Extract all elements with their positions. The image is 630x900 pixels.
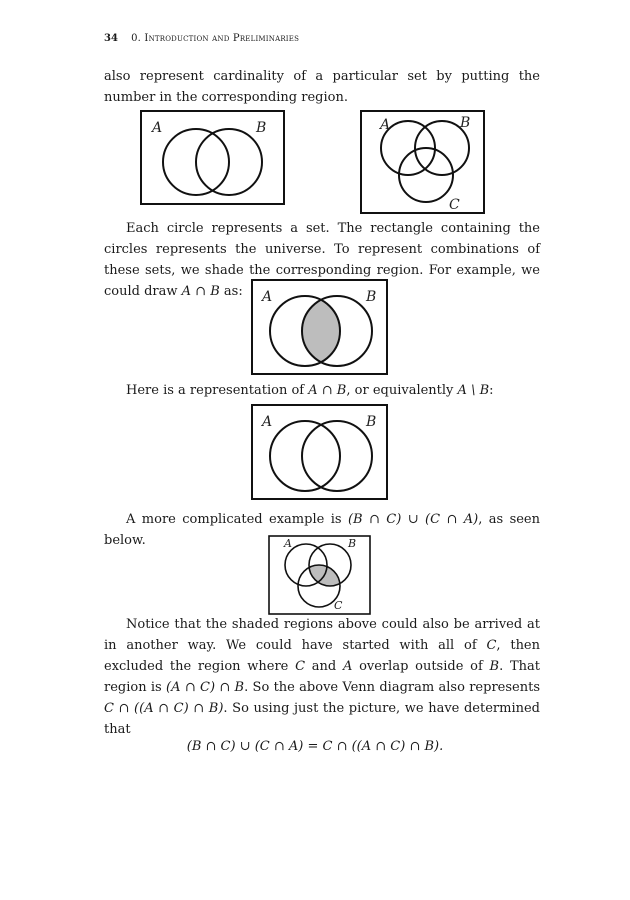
- label-b: B: [366, 289, 377, 305]
- label-b: B: [460, 115, 471, 131]
- paragraph-2: Each circle represents a set. The rectangle containing the circles represents the universe. To represent combinations of these sets, we shade the corresponding region. For example, we could draw A ∩ B as:: [104, 221, 540, 299]
- page-number: 34: [104, 33, 118, 44]
- venn-a-intersect-b: [251, 279, 388, 375]
- math-represents-expr: C ∩ ((A ∩ C) ∩ B): [104, 701, 224, 716]
- paragraph-3: Here is a representation of A ∩ B, or equivalently A \ B:: [126, 383, 494, 398]
- math-a-intersect-not-b: A ∩ B: [308, 383, 347, 398]
- label-b: B: [348, 537, 357, 550]
- label-a: A: [284, 537, 292, 550]
- math-a-intersect-b: A ∩ B: [181, 284, 220, 299]
- math-region-expr: (A ∩ C) ∩ B: [166, 680, 245, 695]
- section-title: 0. Introduction and Preliminaries: [131, 33, 300, 44]
- label-c: C: [334, 599, 343, 612]
- paragraph-5: Notice that the shaded regions above could also be arrived at in another way. We could have started with all of C, then excluded the region where C and A overlap outside of B. That region is (A ∩ C) ∩ B. So the above Venn diagram also represents C ∩ ((A ∩ C) ∩ B). So using just the picture, we have determined that: [104, 617, 541, 737]
- label-a: A: [380, 117, 391, 133]
- running-header: [104, 33, 299, 44]
- label-a: A: [262, 414, 273, 430]
- paragraph-4: A more complicated example is (B ∩ C) ∪ (C ∩ A), as seen below.: [104, 512, 541, 548]
- paragraph-1: also represent cardinality of a particular set by putting the number in the corresponding region.: [104, 69, 540, 105]
- math-a-minus-b: A \ B: [457, 383, 490, 398]
- label-b: B: [366, 414, 377, 430]
- display-equation: (B ∩ C) ∪ (C ∩ A) = C ∩ ((A ∩ C) ∩ B).: [186, 739, 444, 754]
- venn-three-sets: [360, 110, 485, 214]
- label-a: A: [262, 289, 273, 305]
- label-a: A: [152, 120, 163, 136]
- venn-two-sets: [140, 110, 285, 205]
- label-b: B: [256, 120, 267, 136]
- venn-complicated-example: [268, 535, 371, 615]
- math-complicated-expr: (B ∩ C) ∪ (C ∩ A): [347, 512, 479, 527]
- label-c: C: [449, 197, 460, 213]
- venn-a-minus-b: [251, 404, 388, 500]
